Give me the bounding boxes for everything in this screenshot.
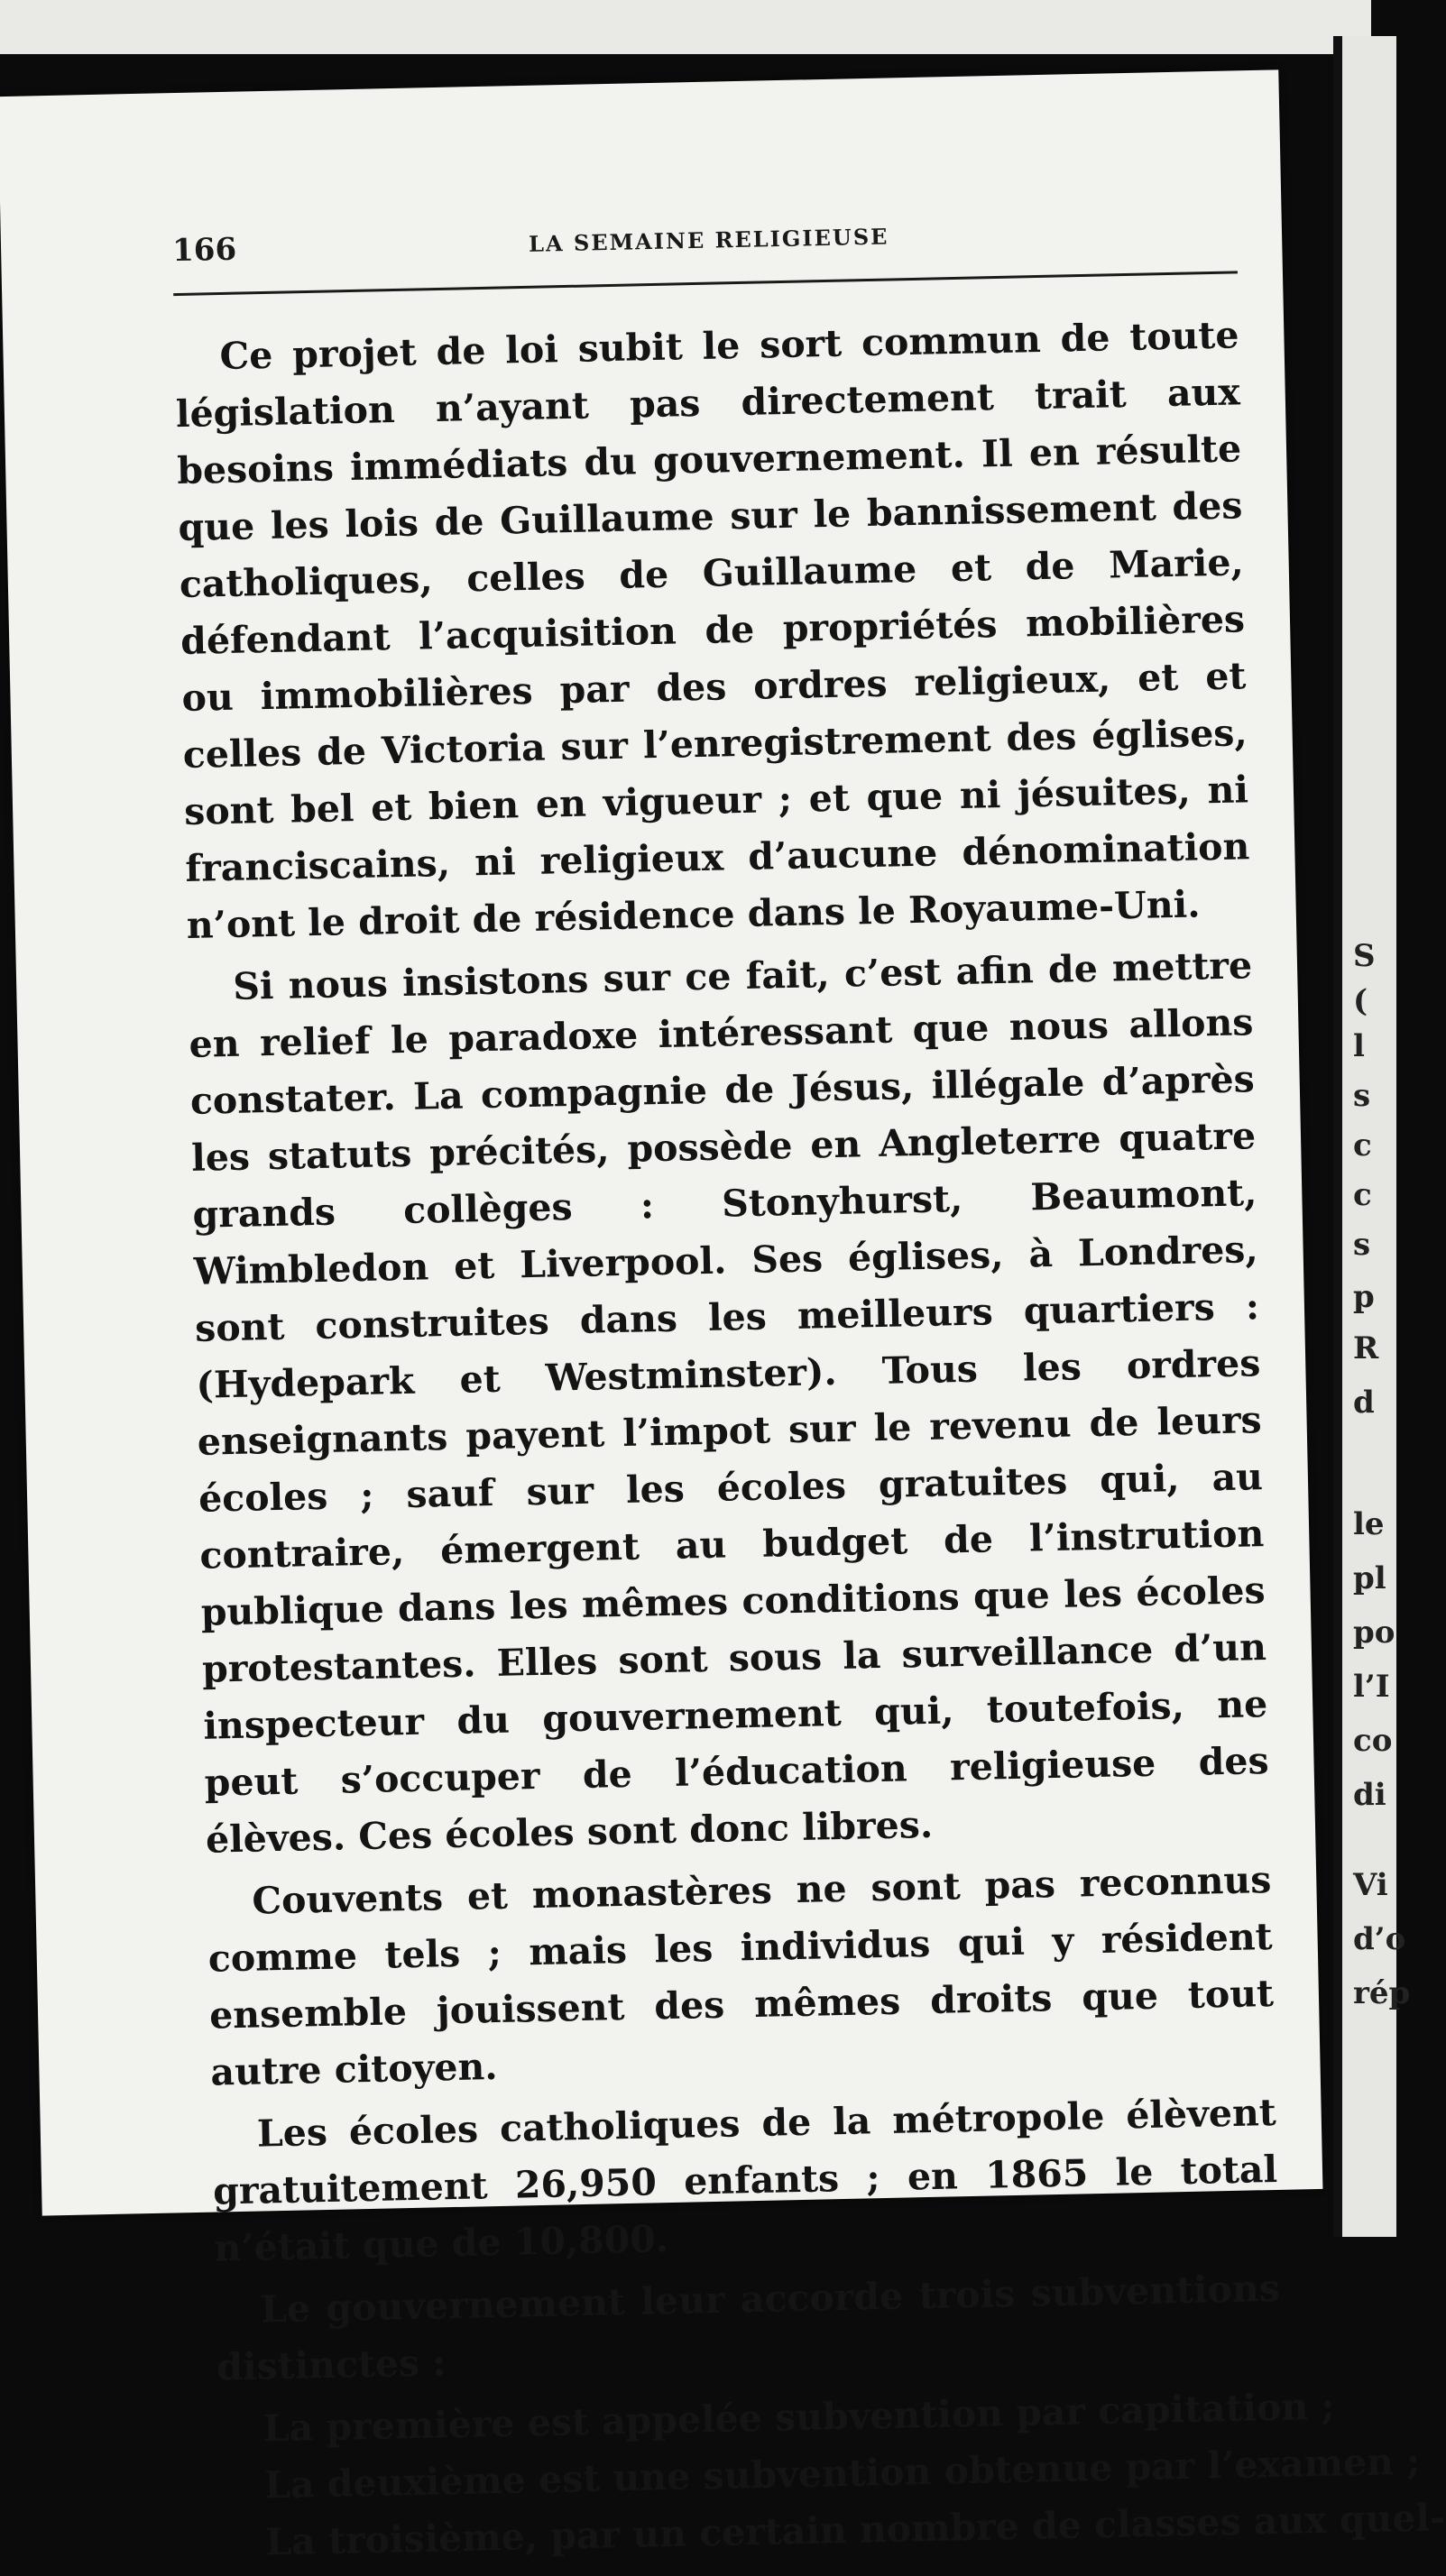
paragraph: Le gouvernement leur accorde trois subventions distinctes : (216, 2266, 1281, 2389)
fragment: s (1353, 1227, 1371, 1263)
paragraph: Couvents et monastères ne sont pas reconnus comme tels ; mais les individus qui y résident ensemble jouissent des mêmes droits que tout autre citoyen. (207, 1858, 1275, 2094)
fragment: s (1353, 1078, 1371, 1114)
list-line: La troisième, par un certain nombre de classes aux quel- (264, 2496, 1446, 2564)
fragment: c (1353, 1127, 1372, 1164)
fragment: Vi (1353, 1867, 1388, 1903)
fragment: S (1353, 938, 1376, 974)
running-head: LA SEMAINE RELIGIEUSE (528, 223, 889, 257)
fragment: l’I (1353, 1669, 1390, 1705)
fragment: c (1353, 1177, 1372, 1213)
fragment: d’o (1353, 1921, 1406, 1957)
fragment: le (1353, 1506, 1385, 1542)
fragment: d (1353, 1385, 1375, 1421)
fragment: p (1353, 1279, 1375, 1315)
fragment: pl (1353, 1560, 1386, 1596)
fragment: l (1353, 1028, 1365, 1064)
fragment: di (1353, 1777, 1386, 1813)
paragraph: Si nous insistons sur ce fait, c’est afin de mettre en relief le paradoxe intéressant que nous allons constater. La compagnie de Jésus, illégale d’après les statuts précités, possède en Angleterre quatre grands collèges : Stonyhurst, Beaumont, Wimbledon et Liverpool. Ses églises, à Londres, sont construites dans les meilleurs quartiers : (Hydepark et Westminster). Tous les ordres enseignants payent l’impot sur le revenu de leurs écoles ; sauf sur les écoles gratuites qui, au contraire, émergent au budget de l’instrution publique dans les mêmes conditions que les écoles protestantes. Elles sont sous la surveillance d’un inspecteur du gouvernement qui, toutefois, ne peut s’occuper de l’éducation religieuse des élèves. Ces écoles sont donc libres. (189, 943, 1269, 1862)
adjacent-page-edge (1333, 36, 1411, 2237)
fragment: R (1353, 1330, 1379, 1366)
fragment: rép (1353, 1975, 1411, 2011)
page-number: 166 (171, 231, 237, 270)
paragraph: Les écoles catholiques de la métropole élèvent gratuitement 26,950 enfants ; en 1865 le total n’était que de 10,800. (212, 2090, 1278, 2270)
fragment: co (1353, 1723, 1393, 1759)
paragraph: Ce projet de loi subit le sort commun de toute législation n’ayant pas directement trait aux besoins immédiats du gouvernement. Il en résulte que les lois de Guillaume sur le bannissement des catholiques, celles de Guillaume et de Marie, défendant l’acquisition de propriétés mobilières ou immobilières par des ordres religieux, et et celles de Victoria sur l’enregistrement des églises, sont bel et bien en vigueur ; et que ni jésuites, ni franciscains, ni religieux d’aucune dénomination n’ont le droit de résidence dans le Royaume-Uni. (175, 313, 1250, 947)
list-line: La deuxième est une subvention obtenue par l’examen ; (263, 2439, 1421, 2507)
scanner-bed (0, 0, 1371, 54)
list-line: La première est appelée subvention par capitation ; (262, 2384, 1336, 2451)
fragment: po (1353, 1615, 1395, 1651)
fragment: ( (1353, 983, 1368, 1019)
